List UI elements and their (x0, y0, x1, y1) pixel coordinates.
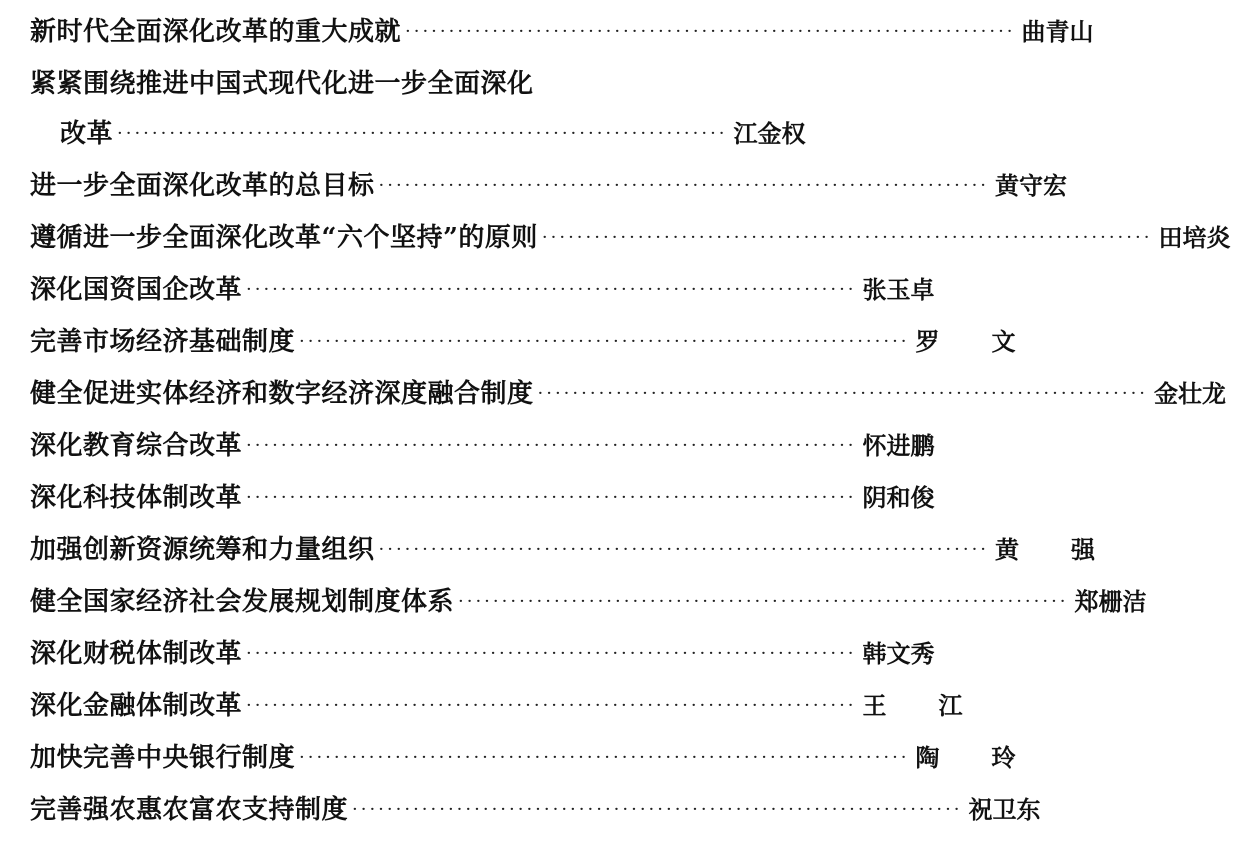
entry-title: 紧紧围绕推进中国式现代化进一步全面深化 (30, 69, 534, 99)
dot-leader: ······································································ (378, 539, 990, 560)
entry-author: 张玉卓 (862, 275, 935, 304)
entry-author: 怀进鹏 (862, 431, 935, 460)
author-char: 黄 (995, 535, 1020, 564)
author-char: 罗 (915, 327, 940, 356)
dot-leader: ······································································ (378, 175, 990, 196)
entry-title: 深化金融体制改革 (30, 691, 243, 721)
toc-entry[interactable] (30, 322, 1016, 362)
dot-leader: ······································································ (117, 123, 728, 144)
author-char: 江 (938, 691, 963, 720)
toc-entry[interactable] (30, 64, 775, 104)
entry-author: 田培炎 (1158, 223, 1231, 252)
dot-leader: ······································································ (537, 383, 1149, 404)
entry-title: 健全国家经济社会发展规划制度体系 (30, 587, 455, 617)
entry-title: 加快完善中央银行制度 (30, 743, 296, 773)
entry-title: 新时代全面深化改革的重大成就 (30, 17, 402, 47)
toc-entry[interactable] (30, 166, 1068, 206)
dot-leader: ······································································ (458, 591, 1069, 612)
dot-leader: ······································································ (246, 487, 857, 508)
entry-author: 祝卫东 (968, 795, 1041, 824)
toc-entry[interactable] (30, 530, 1096, 570)
entry-author: 郑栅洁 (1074, 587, 1147, 616)
toc-entry[interactable] (30, 582, 1147, 622)
toc-entry[interactable] (30, 686, 963, 726)
toc-entry[interactable] (30, 374, 1227, 414)
toc-entry-continuation[interactable] (60, 114, 806, 154)
dot-leader: ······································································ (246, 643, 857, 664)
dot-leader: ······································································ (541, 227, 1153, 248)
dot-leader: ······································································ (246, 695, 857, 716)
dot-leader: ······································································ (405, 21, 1016, 42)
toc-entry[interactable] (30, 218, 1231, 258)
entry-author: 韩文秀 (862, 639, 935, 668)
entry-title: 进一步全面深化改革的总目标 (30, 171, 375, 201)
entry-title: 深化财税体制改革 (30, 639, 243, 669)
dot-leader: ······································································ (352, 799, 963, 820)
entry-author: 黄守宏 (995, 171, 1068, 200)
entry-title: 深化教育综合改革 (30, 431, 243, 461)
toc-entry[interactable] (30, 478, 935, 518)
dot-leader: ······································································ (299, 747, 910, 768)
entry-title: 完善强农惠农富农支持制度 (30, 795, 349, 825)
entry-author: 江金权 (733, 119, 806, 148)
dot-leader: ······································································ (246, 279, 857, 300)
dot-leader: ······································································ (246, 435, 857, 456)
author-char: 陶 (915, 743, 940, 772)
toc-entry[interactable] (30, 790, 1041, 830)
entry-title: 完善市场经济基础制度 (30, 327, 296, 357)
toc-entry[interactable] (30, 426, 935, 466)
author-char: 玲 (991, 743, 1016, 772)
entry-title: 深化国资国企改革 (30, 275, 243, 305)
entry-author (863, 686, 963, 726)
author-char: 强 (1071, 535, 1096, 564)
author-char: 王 (862, 691, 887, 720)
toc-entry[interactable] (30, 270, 935, 310)
toc-entry[interactable] (30, 634, 935, 674)
entry-title: 深化科技体制改革 (30, 483, 243, 513)
toc-entry[interactable] (30, 738, 1016, 778)
entry-author: 曲青山 (1021, 17, 1094, 46)
dot-leader: ······································································ (299, 331, 910, 352)
toc-entry[interactable] (30, 12, 1094, 52)
entry-title: 加强创新资源统筹和力量组织 (30, 535, 375, 565)
author-char: 文 (991, 327, 1016, 356)
entry-author (916, 738, 1016, 778)
entry-title: 健全促进实体经济和数字经济深度融合制度 (30, 379, 534, 409)
entry-author: 阴和俊 (862, 483, 935, 512)
entry-title-continuation: 改革 (60, 119, 114, 149)
entry-author (995, 530, 1095, 570)
entry-title: 遵循进一步全面深化改革“六个坚持”的原则 (30, 223, 538, 253)
entry-author: 金壮龙 (1154, 379, 1227, 408)
entry-author (916, 322, 1016, 362)
